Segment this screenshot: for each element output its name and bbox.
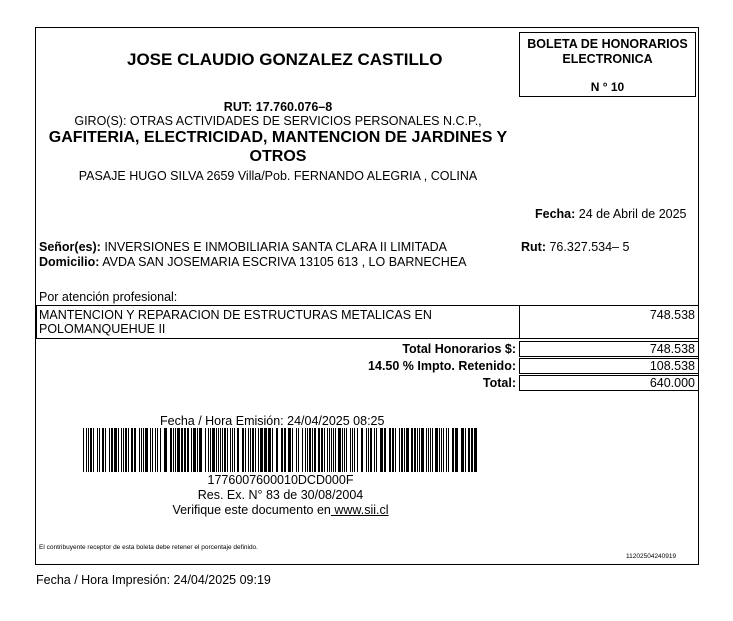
service-amount: 748.538 (649, 308, 695, 322)
domicilio-value: AVDA SAN JOSEMARIA ESCRIVA 13105 613 , LO BARNECHEA (102, 255, 467, 269)
senor-label: Señor(es): (39, 240, 101, 254)
document-type-box (519, 32, 696, 97)
sii-link[interactable]: www.sii.cl (330, 503, 389, 517)
retenido-value: 108.538 (649, 359, 695, 373)
fecha-label: Fecha: (535, 207, 576, 221)
issuer-address: PASAJE HUGO SILVA 2659 Villa/Pob. FERNANDO ALEGRIA , COLINA (78, 169, 478, 183)
receiver-rut-value: 76.327.534– 5 (549, 240, 630, 254)
total-honorarios-label: Total Honorarios $: (402, 342, 516, 356)
total-value: 640.000 (649, 376, 695, 390)
issuer-activity-line1: GAFITERIA, ELECTRICIDAD, MANTENCION DE JARDINES Y (48, 129, 508, 146)
issuer-name: JOSE CLAUDIO GONZALEZ CASTILLO (127, 50, 443, 69)
fecha-value: 24 de Abril de 2025 (578, 207, 687, 221)
domicilio-label: Domicilio: (39, 255, 100, 269)
emission-datetime: Fecha / Hora Emisión: 24/04/2025 08:25 (160, 414, 385, 428)
footer-note: El contribuyente receptor de esta boleta debe retener el porcentaje definido. (39, 544, 258, 551)
issuer-activity-line2: OTROS (249, 148, 307, 165)
senor-value: INVERSIONES E INMOBILIARIA SANTA CLARA II LIMITADA (104, 240, 447, 254)
barcode (83, 428, 478, 472)
footer-code: 11202504240919 (626, 553, 677, 560)
receiver-domicilio (39, 255, 467, 269)
verify-prefix: Verifique este documento en (172, 503, 331, 517)
document-number: N ° 10 (590, 80, 625, 94)
resolution-text: Res. Ex. N° 83 de 30/08/2004 (197, 488, 364, 502)
document-type-line1: BOLETA DE HONORARIOS (527, 37, 688, 51)
total-honorarios-value: 748.538 (649, 342, 695, 356)
retenido-label: 14.50 % Impto. Retenido: (368, 359, 516, 373)
receiver-rut-label: Rut: (521, 240, 546, 254)
service-desc-line2: POLOMANQUEHUE II (39, 322, 166, 336)
barcode-text: 1776007600010DCD000F (207, 473, 354, 487)
receiver-rut (521, 240, 629, 254)
barcode-bars (83, 428, 477, 472)
receiver-name (39, 240, 447, 254)
total-label: Total: (482, 376, 516, 390)
service-header: Por atención profesional: (39, 290, 178, 304)
print-datetime: Fecha / Hora Impresión: 24/04/2025 09:19 (36, 573, 271, 587)
issuer-giro: GIRO(S): OTRAS ACTIVIDADES DE SERVICIOS PERSONALES N.C.P., (74, 114, 482, 128)
verify-text (83, 503, 478, 517)
service-desc-line1: MANTENCION Y REPARACION DE ESTRUCTURAS METALICAS EN (39, 308, 432, 322)
fecha (535, 207, 687, 221)
issuer-rut: RUT: 17.760.076–8 (223, 100, 333, 114)
document-type-line2: ELECTRONICA (562, 52, 653, 66)
